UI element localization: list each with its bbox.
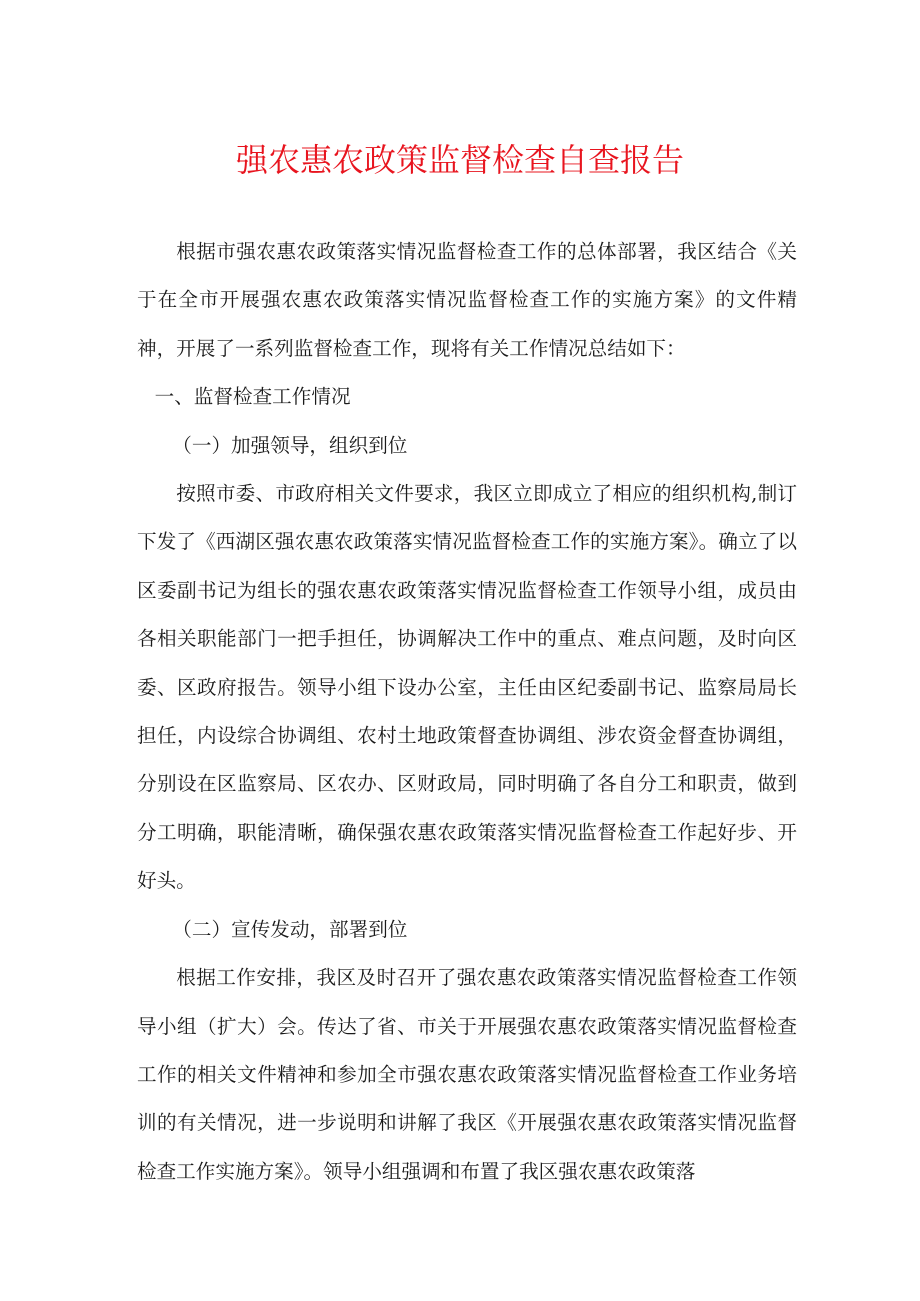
subsection-heading-1: （一）加强领导，组织到位 — [172, 433, 408, 457]
section-heading: 一、监督检查工作情况 — [154, 385, 351, 409]
document-title: 强农惠农政策监督检查自查报告 — [235, 141, 684, 179]
document-body — [137, 228, 797, 1196]
intro-paragraph: 根据市强农惠农政策落实情况监督检查工作的总体部署，我区结合《关于在全市开展强农惠农政策落实情况监督检查工作的实施方案》的文件精神，开展了一系列监督检查工作，现将有关工作情况总结如下： — [137, 240, 797, 360]
subsection-heading-2: （二）宣传发动，部署到位 — [172, 917, 408, 941]
body-paragraph-1: 按照市委、市政府相关文件要求，我区立即成立了相应的组织机构,制订下发了《西湖区强农惠农政策落实情况监督检查工作的实施方案》。确立了以区委副书记为组长的强农惠农政策落实情况监督检查工作领导小组，成员由各相关职能部门一把手担任，协调解决工作中的重点、难点问题，及时向区委、区政府报告。领导小组下设办公室，主任由区纪委副书记、监察局局长担任，内设综合协调组、农村土地政策督查协调组、涉农资金督查协调组，分别设在区监察局、区农办、区财政局，同时明确了各自分工和职责，做到分工明确，职能清晰，确保强农惠农政策落实情况监督检查工作起好步、开好头。 — [137, 482, 797, 893]
body-paragraph-2: 根据工作安排，我区及时召开了强农惠农政策落实情况监督检查工作领导小组（扩大）会。传达了省、市关于开展强农惠农政策落实情况监督检查工作的相关文件精神和参加全市强农惠农政策落实情况监督检查工作业务培训的有关情况，进一步说明和讲解了我区《开展强农惠农政策落实情况监督检查工作实施方案》。领导小组强调和布置了我区强农惠农政策落 — [137, 966, 797, 1183]
